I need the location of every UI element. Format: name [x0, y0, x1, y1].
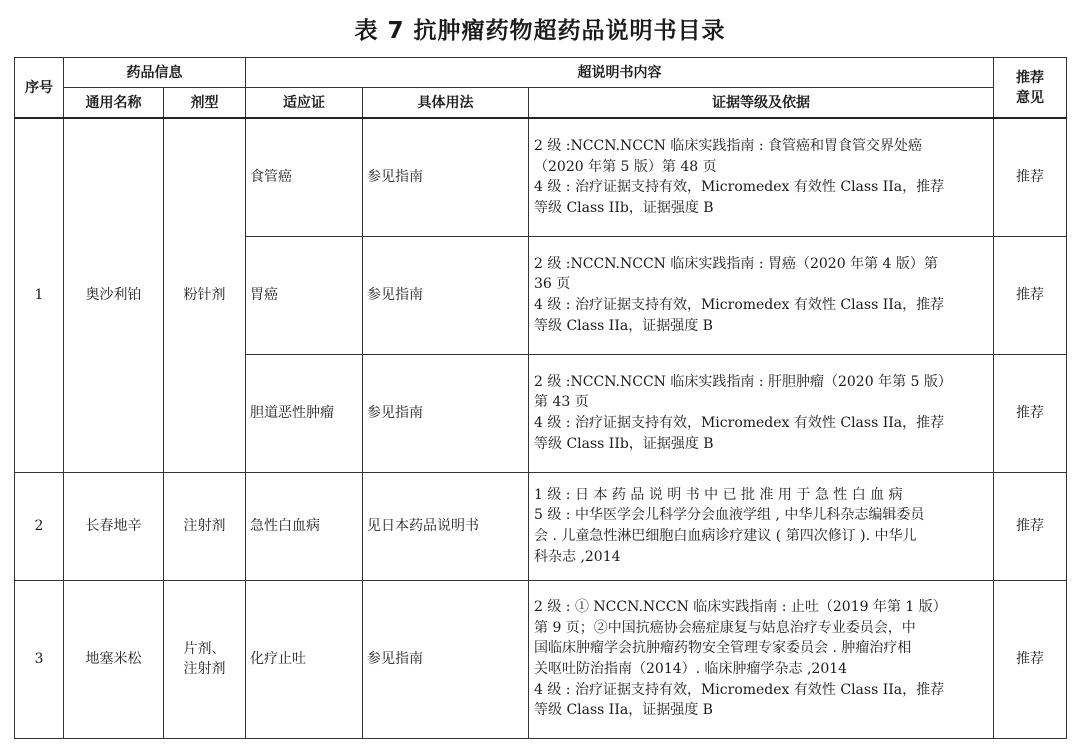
evidence-line: 2 级 :NCCN.NCCN 临床实践指南 : 食管癌和胃食管交界处癌 [534, 138, 922, 155]
recommendation-cell: 推荐 [994, 580, 1067, 738]
usage-cell: 参见指南 [363, 354, 529, 472]
indication-cell: 化疗止吐 [246, 580, 363, 738]
evidence-line: 1 级 : 日 本 药 品 说 明 书 中 已 批 准 用 于 急 性 白 血 病 [534, 486, 903, 503]
evidence-line: 4 级 : 治疗证据支持有效，Micromedex 有效性 Class IIa，推荐 [534, 681, 945, 698]
generic-name-cell: 长春地辛 [64, 472, 164, 580]
generic-name-cell: 奥沙利铂 [64, 118, 164, 472]
table-title: 表 7 抗肿瘤药物超药品说明书目录 [354, 18, 726, 44]
indication-cell: 食管癌 [246, 118, 363, 236]
recommendation-cell: 推荐 [994, 236, 1067, 354]
header-recommend-line1: 推荐 [1016, 69, 1044, 86]
evidence-line: 36 页 [534, 276, 571, 293]
indication-cell: 胃癌 [246, 236, 363, 354]
header-seq: 序号 [15, 58, 64, 119]
usage-cell: 见日本药品说明书 [363, 472, 529, 580]
header-recommend-line2: 意见 [1016, 89, 1044, 106]
seq-cell: 2 [15, 472, 64, 580]
evidence-line: 等级 Class IIb，证据强度 B [534, 199, 714, 216]
evidence-cell [529, 118, 994, 236]
evidence-line: （2020 年第 5 版）第 48 页 [534, 158, 717, 175]
drug-table [14, 57, 1067, 739]
header-drug-info: 药品信息 [64, 58, 246, 88]
evidence-line: 科杂志 ,2014 [534, 548, 621, 565]
table-row [15, 472, 1067, 580]
evidence-line: 等级 Class IIa，证据强度 B [534, 317, 713, 334]
evidence-cell [529, 580, 994, 738]
evidence-line: 会 . 儿童急性淋巴细胞白血病诊疗建议 ( 第四次修订 ). 中华儿 [534, 528, 917, 544]
evidence-cell [529, 354, 994, 472]
header-evidence: 证据等级及依据 [529, 88, 994, 119]
header-generic-name: 通用名称 [64, 88, 164, 119]
header-recommendation [994, 58, 1067, 119]
table-row [15, 580, 1067, 738]
evidence-line: 国临床肿瘤学会抗肿瘤药物安全管理专家委员会 . 肿瘤治疗相 [534, 640, 912, 657]
header-usage: 具体用法 [363, 88, 529, 119]
seq-cell: 1 [15, 118, 64, 472]
evidence-cell [529, 236, 994, 354]
seq-cell: 3 [15, 580, 64, 738]
evidence-line: 2 级 :NCCN.NCCN 临床实践指南 : 胃癌（2020 年第 4 版）第 [534, 255, 938, 272]
usage-cell: 参见指南 [363, 236, 529, 354]
dosage-form-cell: 注射剂 [164, 472, 246, 580]
header-dosage-form: 剂型 [164, 88, 246, 119]
evidence-line: 4 级 : 治疗证据支持有效，Micromedex 有效性 Class IIa，推荐 [534, 297, 945, 313]
dosage-form-cell: 粉针剂 [164, 118, 246, 472]
evidence-line: 等级 Class IIa，证据强度 B [534, 702, 713, 719]
indication-cell: 急性白血病 [246, 472, 363, 580]
indication-cell: 胆道恶性肿瘤 [246, 354, 363, 472]
evidence-line: 4 级 : 治疗证据支持有效，Micromedex 有效性 Class IIa，推荐 [534, 179, 945, 196]
header-indication: 适应证 [246, 88, 363, 119]
usage-cell: 参见指南 [363, 580, 529, 738]
recommendation-cell: 推荐 [994, 472, 1067, 580]
dosage-form-cell [164, 580, 246, 738]
evidence-line: 5 级 : 中华医学会儿科学分会血液学组 , 中华儿科杂志编辑委员 [534, 507, 925, 524]
evidence-line: 第 43 页 [534, 394, 589, 411]
evidence-line: 等级 Class IIb，证据强度 B [534, 435, 714, 452]
header-off-label: 超说明书内容 [246, 58, 994, 88]
dosage-form-line: 片剂、 [183, 641, 226, 657]
table-row [15, 118, 1067, 236]
usage-cell: 参见指南 [363, 118, 529, 236]
evidence-line: 2 级 : ① NCCN.NCCN 临床实践指南 : 止吐（2019 年第 1 版） [534, 599, 947, 616]
generic-name-cell: 地塞米松 [64, 580, 164, 738]
evidence-cell [529, 472, 994, 580]
dosage-form-line: 注射剂 [183, 661, 226, 677]
evidence-line: 4 级 : 治疗证据支持有效，Micromedex 有效性 Class IIa，推荐 [534, 415, 945, 431]
evidence-line: 关呕吐防治指南（2014）. 临床肿瘤学杂志 ,2014 [534, 661, 848, 677]
evidence-line: 2 级 :NCCN.NCCN 临床实践指南 : 肝胆肿瘤（2020 年第 5 版） [534, 373, 952, 390]
evidence-line: 第 9 页；②中国抗癌协会癌症康复与姑息治疗专业委员会，中 [534, 619, 916, 636]
recommendation-cell: 推荐 [994, 118, 1067, 236]
recommendation-cell: 推荐 [994, 354, 1067, 472]
